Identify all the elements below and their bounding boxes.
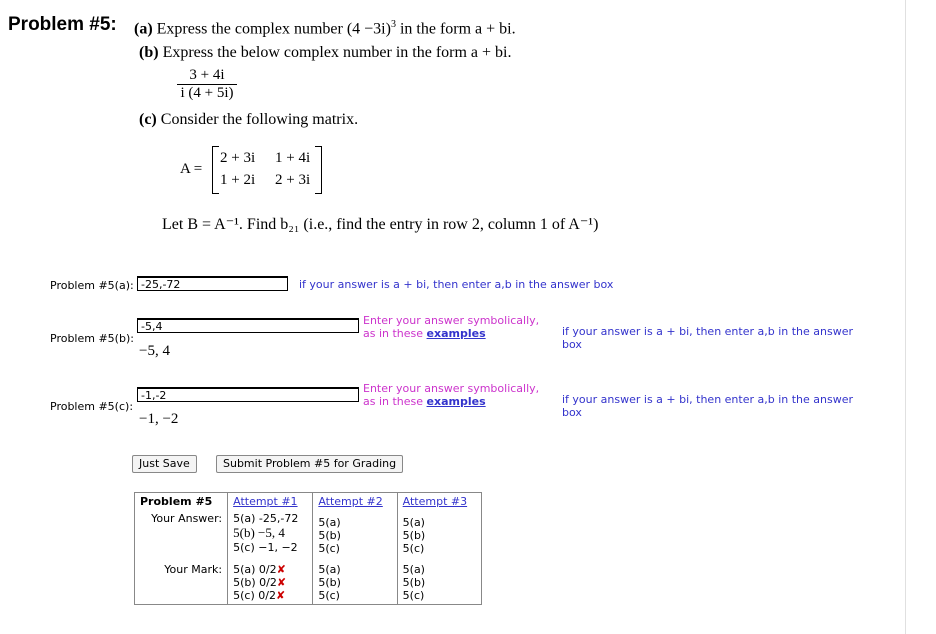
- wrong-icon: ✘: [275, 589, 286, 602]
- answer-a-hint: if your answer is a + bi, then enter a,b in the answer box: [299, 278, 614, 291]
- attempt-3-header[interactable]: [397, 493, 481, 511]
- part-c-text: Consider the following matrix.: [160, 111, 359, 128]
- part-a-exponent: 3: [390, 19, 396, 30]
- table-row: [135, 557, 482, 605]
- attempt-2-link[interactable]: Attempt #2: [318, 495, 383, 508]
- right-bracket: [315, 146, 322, 194]
- examples-link[interactable]: examples: [426, 327, 486, 340]
- problem-title: Problem #5:: [8, 14, 117, 35]
- part-a-statement: [134, 19, 516, 38]
- fraction-numerator: 3 + 4i: [189, 67, 225, 83]
- part-b-label: (b): [139, 44, 159, 61]
- answer-b-hint: if your answer is a + bi, then enter a,b in the answer box: [562, 325, 854, 351]
- part-b-text: Express the below complex number in the form a + bi.: [162, 44, 512, 61]
- your-mark-label: Your Mark:: [164, 563, 223, 576]
- answer-b-symbolic-hint: [363, 314, 539, 340]
- mark-entry: [233, 563, 307, 576]
- attempt-1-answers: [228, 510, 313, 557]
- answer-entry: 5(c): [318, 542, 340, 555]
- matrix-cell: 1 + 2i: [220, 172, 256, 188]
- answer-a-label: Problem #5(a):: [50, 279, 134, 292]
- table-header-row: [135, 493, 482, 511]
- part-b-statement: [139, 44, 512, 62]
- answer-c-hint: if your answer is a + bi, then enter a,b in the answer box: [562, 393, 854, 419]
- answer-a-input[interactable]: -25,-72: [137, 276, 288, 291]
- symbolic-hint-line: Enter your answer symbolically,: [363, 314, 540, 327]
- answer-c-input[interactable]: -1,-2: [137, 387, 359, 402]
- right-divider: [905, 0, 906, 634]
- mark-entry: 5(b): [318, 576, 341, 589]
- symbolic-hint-line: as in these: [363, 395, 424, 408]
- fraction-denominator: i (4 + 5i): [177, 84, 237, 102]
- attempts-table: [134, 492, 482, 605]
- answer-entry: 5(a): [402, 516, 425, 529]
- answer-c-symbolic-hint: [363, 382, 539, 408]
- wrong-icon: ✘: [276, 563, 286, 576]
- matrix-cell: 2 + 3i: [275, 172, 311, 188]
- mark-text: 5(b) 0/2: [233, 576, 277, 589]
- submit-button[interactable]: Submit Problem #5 for Grading: [216, 455, 403, 473]
- answer-c-preview: −1, −2: [139, 411, 179, 427]
- answer-entry: 5(a) -25,-72: [233, 512, 299, 525]
- attempt-2-header[interactable]: [313, 493, 397, 511]
- answer-b-input[interactable]: -5,4: [137, 318, 359, 333]
- matrix-cell: 1 + 4i: [275, 150, 311, 166]
- mark-entry: [233, 589, 307, 602]
- attempt-2-marks: [313, 557, 397, 605]
- table-row: [135, 510, 482, 557]
- mark-text: 5(c) 0/2: [233, 589, 276, 602]
- attempt-1-marks: [228, 557, 313, 605]
- part-c-task: Let B = A⁻¹. Find b₂₁ (i.e., find the entry in row 2, column 1 of A⁻¹): [162, 216, 599, 233]
- attempt-2-answers: [313, 510, 397, 557]
- matrix-name: A =: [180, 161, 203, 177]
- mark-entry: 5(b): [402, 576, 426, 589]
- answer-entry: 5(c): [402, 542, 425, 555]
- part-c-statement: [139, 111, 358, 129]
- mark-entry: 5(a): [402, 563, 425, 576]
- part-c-label: (c): [139, 111, 157, 128]
- answer-entry: 5(b): [318, 529, 341, 542]
- mark-entry: 5(c): [402, 589, 425, 602]
- your-answer-label: Your Answer:: [151, 512, 223, 525]
- matrix-a: [212, 146, 322, 192]
- just-save-button[interactable]: Just Save: [132, 455, 197, 473]
- answer-entry: 5(a): [318, 516, 341, 529]
- part-a-text: Express the complex number (4 −3i): [156, 20, 391, 38]
- attempt-1-header[interactable]: [228, 493, 313, 511]
- attempt-3-marks: [397, 557, 481, 605]
- symbolic-hint-line: as in these: [363, 327, 424, 340]
- answer-b-label: Problem #5(b):: [50, 332, 134, 345]
- answer-entry: 5(b): [402, 529, 426, 542]
- answer-entry: 5(c) −1, −2: [233, 541, 298, 554]
- matrix-cell: 2 + 3i: [220, 150, 256, 166]
- mark-entry: [233, 576, 307, 589]
- left-bracket: [212, 146, 219, 194]
- answer-entry: 5(b) −5, 4: [233, 525, 285, 540]
- attempt-3-link[interactable]: Attempt #3: [402, 495, 468, 508]
- part-a-text-post: in the form a + bi.: [395, 20, 516, 38]
- mark-text: 5(a) 0/2: [233, 563, 277, 576]
- mark-entry: 5(c): [318, 589, 340, 602]
- attempts-header: Problem #5: [140, 495, 213, 508]
- part-b-fraction: [177, 67, 237, 102]
- part-a-label: (a): [134, 20, 153, 38]
- examples-link[interactable]: examples: [426, 395, 486, 408]
- answer-b-preview: −5, 4: [139, 343, 170, 359]
- symbolic-hint-line: Enter your answer symbolically,: [363, 382, 540, 395]
- attempt-1-link[interactable]: Attempt #1: [233, 495, 298, 508]
- attempt-3-answers: [397, 510, 481, 557]
- wrong-icon: ✘: [276, 576, 287, 589]
- answer-c-label: Problem #5(c):: [50, 400, 134, 413]
- mark-entry: 5(a): [318, 563, 341, 576]
